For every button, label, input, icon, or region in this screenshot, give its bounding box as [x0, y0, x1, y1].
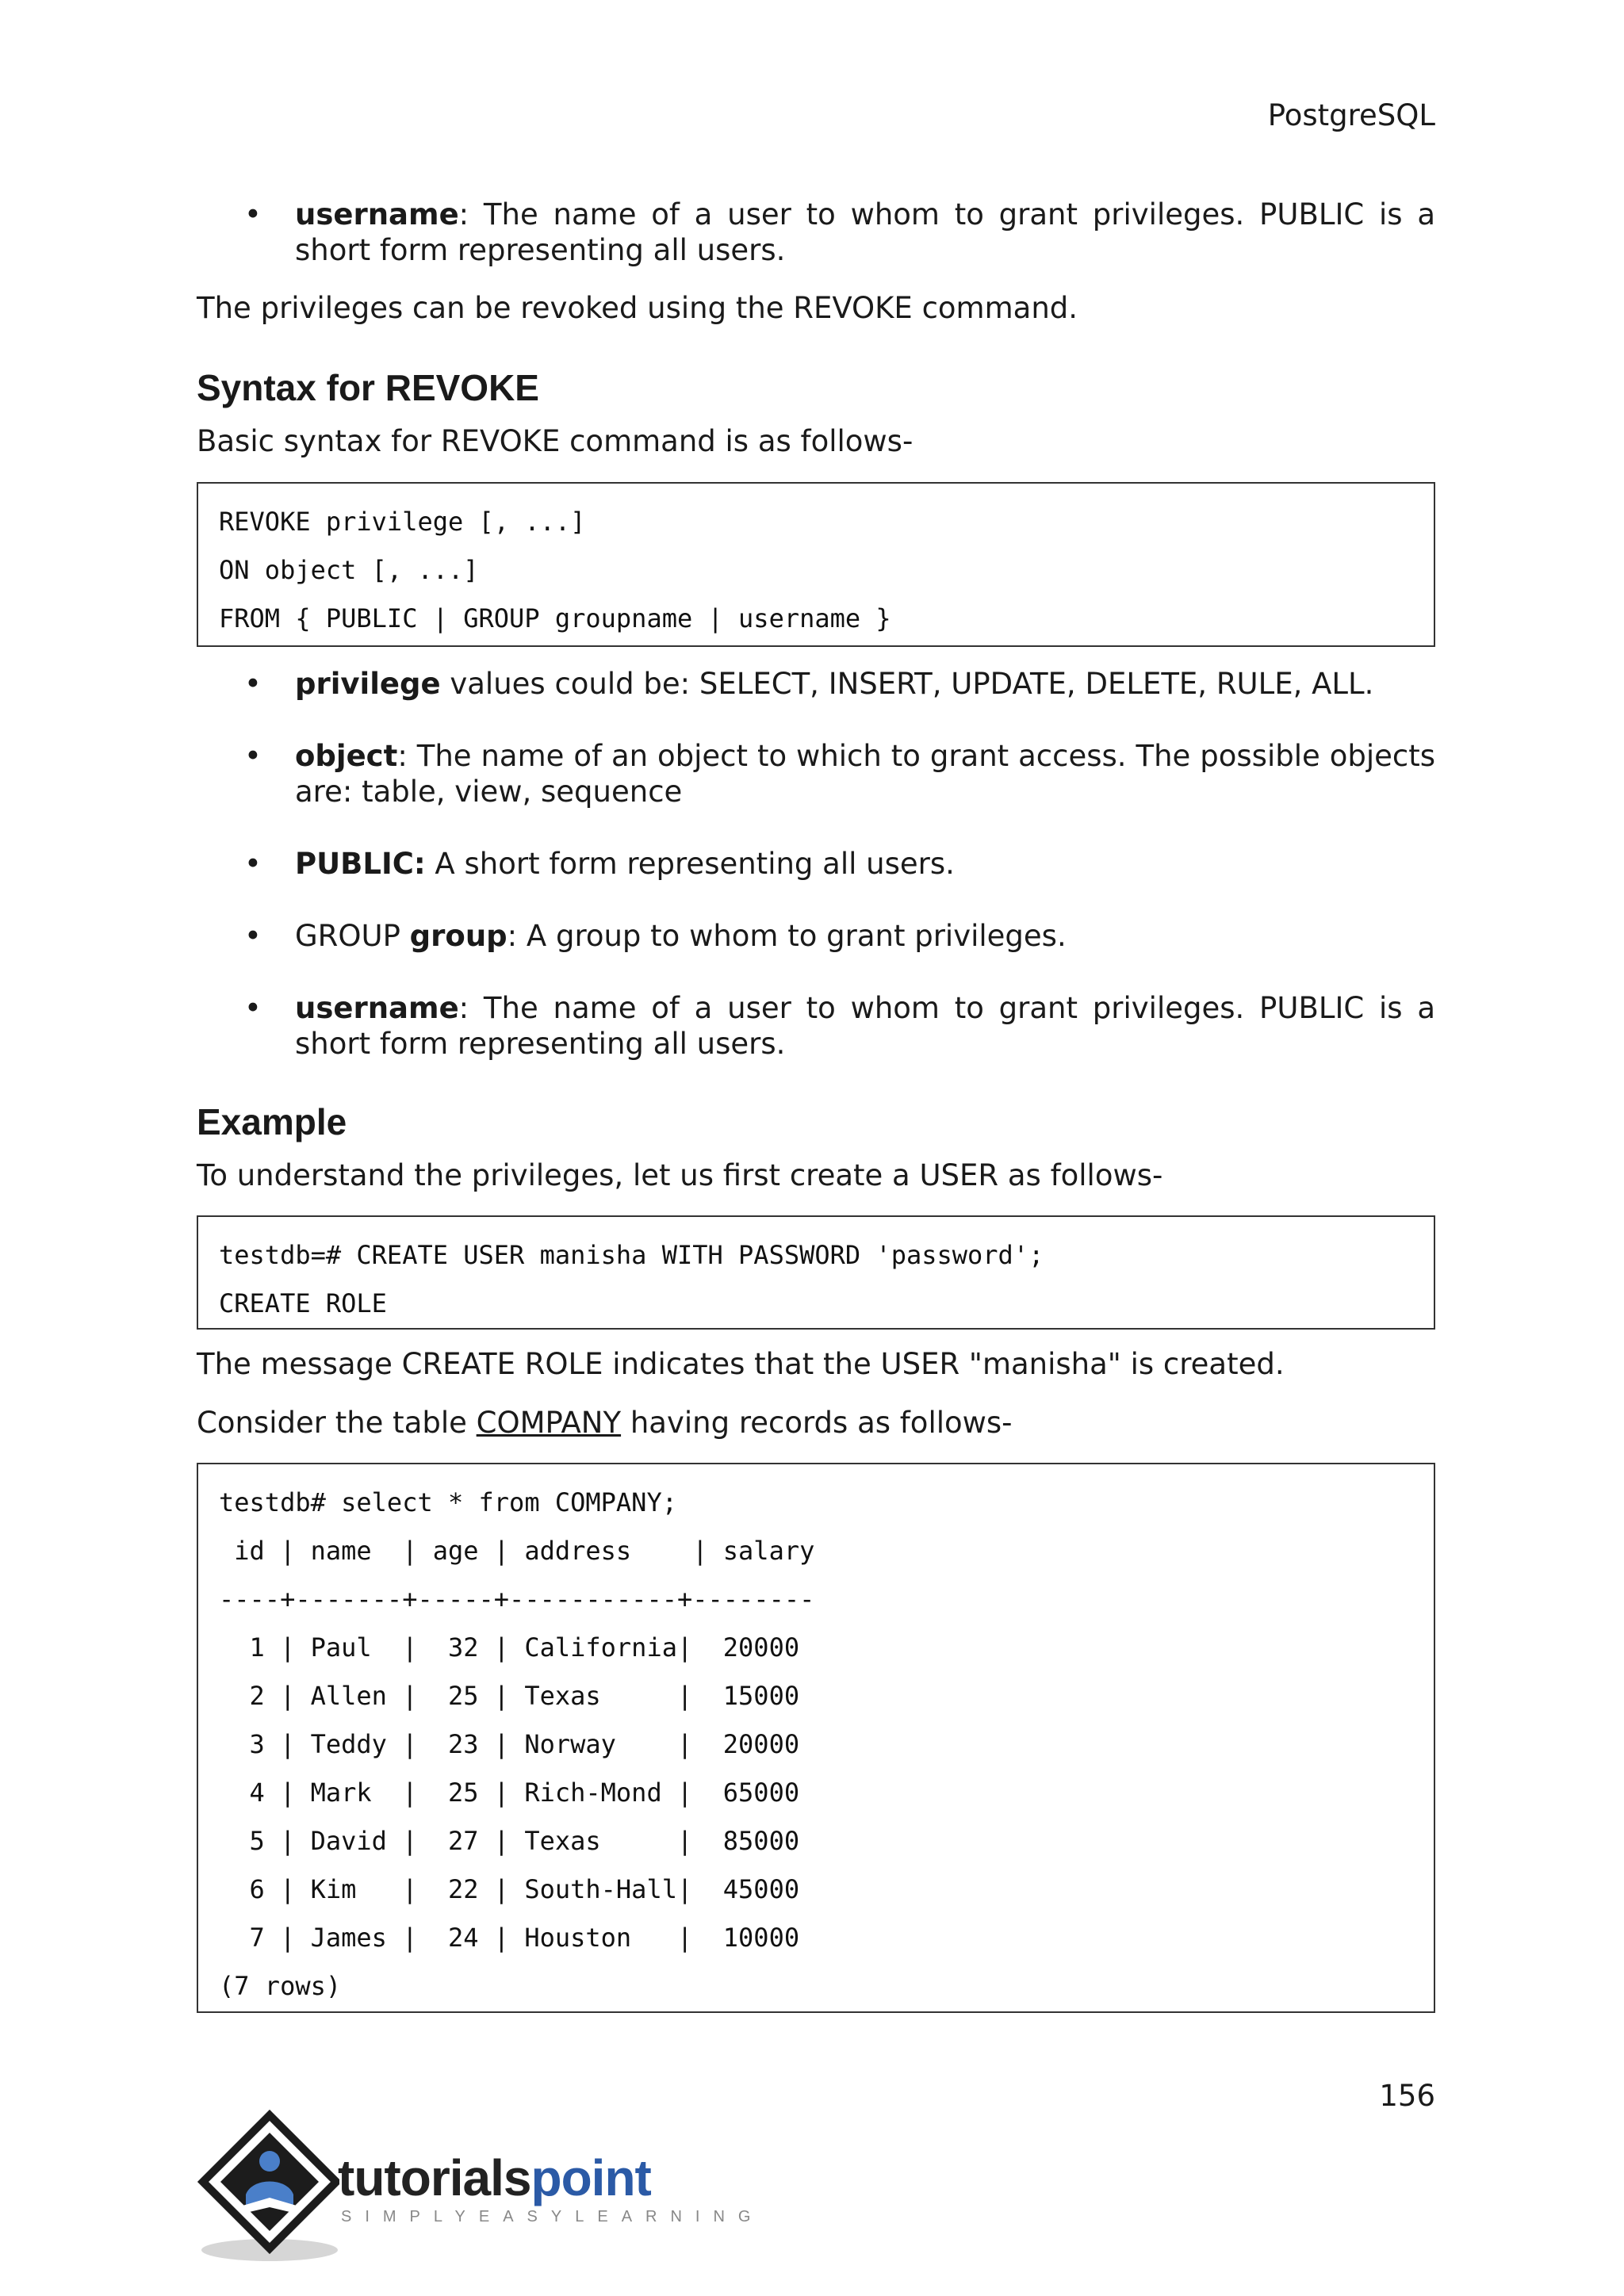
- bullet-text: : A group to whom to grant privileges.: [507, 919, 1067, 953]
- code-line: 3 | Teddy | 23 | Norway | 20000: [219, 1729, 800, 1759]
- bullet-term: username: [295, 197, 459, 232]
- bullet-text: : The name of a user to whom to grant privileges. PUBLIC is a short form representing all users.: [295, 991, 1435, 1061]
- bullet-text: : The name of a user to whom to grant privileges. PUBLIC is a short form representing all users.: [295, 197, 1435, 267]
- bullet-dot-icon: •: [244, 991, 262, 1025]
- running-header: PostgreSQL: [1267, 98, 1435, 132]
- company-table-lead: [197, 1405, 1435, 1441]
- syntax-lead: Basic syntax for REVOKE command is as follows-: [197, 424, 914, 458]
- code-line: REVOKE privilege [, ...]: [219, 507, 586, 537]
- code-line: FROM { PUBLIC | GROUP groupname | username }: [219, 603, 891, 633]
- bullet-term: username: [295, 991, 459, 1025]
- logo-wordmark: [338, 2149, 651, 2207]
- code-line: 4 | Mark | 25 | Rich-Mond | 65000: [219, 1777, 800, 1808]
- bullet-text: values could be: SELECT, INSERT, UPDATE, DELETE, RULE, ALL.: [440, 667, 1374, 701]
- code-line: testdb=# CREATE USER manisha WITH PASSWORD 'password';: [219, 1240, 1044, 1270]
- bullet-text: A short form representing all users.: [425, 847, 955, 881]
- company-link[interactable]: COMPANY: [476, 1406, 622, 1440]
- top-bullet-list: [197, 197, 1435, 268]
- company-table-code-block: [197, 1463, 1435, 2013]
- bullet-dot-icon: •: [244, 919, 262, 953]
- logo-tagline: SIMPLYEASYLEARNING: [341, 2208, 764, 2225]
- bullet-term: PUBLIC:: [295, 847, 426, 881]
- param-bullet-item: [197, 666, 1435, 702]
- top-bullet-item: [197, 197, 1435, 268]
- code-line: CREATE ROLE: [219, 1288, 387, 1318]
- logo-word-point: point: [530, 2149, 651, 2206]
- param-bullet-item: [197, 738, 1435, 809]
- revoke-intro: The privileges can be revoked using the REVOKE command.: [197, 291, 1078, 325]
- page-number: 156: [1379, 2079, 1435, 2113]
- param-bullet-item: [197, 846, 1435, 882]
- bullet-text: : The name of an object to which to grant access. The possible objects are: table, view, sequence: [295, 739, 1435, 809]
- logo-emblem-icon: [197, 2109, 339, 2267]
- create-role-message: The message CREATE ROLE indicates that the USER "manisha" is created.: [197, 1347, 1285, 1381]
- code-line: ----+-------+-----+-----------+--------: [219, 1584, 815, 1614]
- syntax-code-block: [197, 482, 1435, 647]
- param-bullet-item: [197, 918, 1435, 954]
- code-line: 1 | Paul | 32 | California| 20000: [219, 1632, 800, 1663]
- bullet-dot-icon: •: [244, 197, 262, 232]
- parameter-bullet-list: [197, 666, 1435, 1062]
- create-user-code-block: [197, 1215, 1435, 1330]
- bullet-dot-icon: •: [244, 739, 262, 773]
- param-bullet-item: [197, 990, 1435, 1062]
- bullet-dot-icon: •: [244, 667, 262, 701]
- code-line: 2 | Allen | 25 | Texas | 15000: [219, 1681, 800, 1711]
- code-line: id | name | age | address | salary: [219, 1536, 815, 1566]
- code-line: 5 | David | 27 | Texas | 85000: [219, 1826, 800, 1856]
- code-line: testdb# select * from COMPANY;: [219, 1487, 677, 1517]
- code-line: (7 rows): [219, 1971, 342, 2001]
- bullet-term: group: [409, 919, 508, 953]
- code-line: 7 | James | 24 | Houston | 10000: [219, 1923, 800, 1953]
- bullet-dot-icon: •: [244, 847, 262, 881]
- code-line: 6 | Kim | 22 | South-Hall| 45000: [219, 1874, 800, 1904]
- example-lead: To understand the privileges, let us first create a USER as follows-: [197, 1158, 1163, 1192]
- company-lead-after: having records as follows-: [621, 1406, 1013, 1440]
- bullet-prefix: GROUP: [295, 919, 410, 953]
- code-line: ON object [, ...]: [219, 555, 479, 585]
- tutorialspoint-logo: [197, 2109, 764, 2267]
- bullet-term: object: [295, 739, 398, 773]
- example-heading: Example: [197, 1101, 347, 1142]
- company-lead-before: Consider the table: [197, 1406, 477, 1440]
- syntax-heading: Syntax for REVOKE: [197, 367, 539, 408]
- bullet-term: privilege: [295, 667, 441, 701]
- logo-word-tutorials: tutorials: [338, 2149, 531, 2206]
